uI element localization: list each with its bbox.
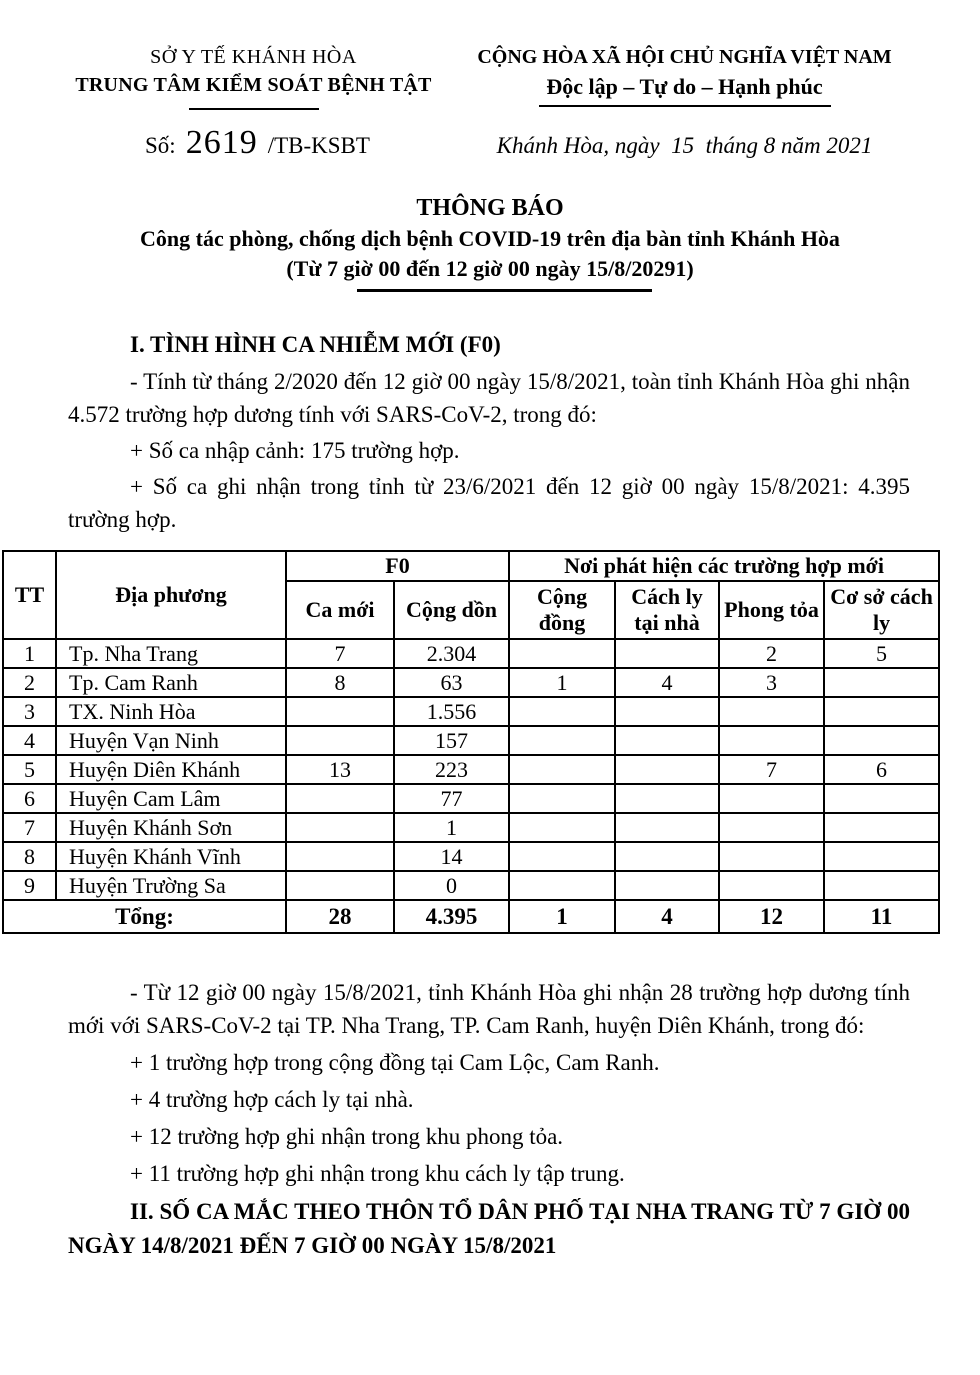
cell-cong-don: 1.556: [394, 697, 509, 726]
cell-dia-phuong: Huyện Cam Lâm: [56, 784, 286, 813]
para-lockdown-cases: + 12 trường hợp ghi nhận trong khu phong tỏa.: [130, 1124, 564, 1149]
cell-ca-moi: 8: [286, 668, 394, 697]
cell-cong-don: 223: [394, 755, 509, 784]
para-imported-cases: + Số ca nhập cảnh: 175 trường hợp.: [130, 438, 460, 463]
cell-cong-dong: [509, 842, 615, 871]
document-header: [0, 44, 980, 110]
section-2-heading: II. SỐ CA MẮC THEO THÔN TỔ DÂN PHỐ TẠI NHA TRANG TỪ 7 GIỜ 00 NGÀY 14/8/2021 ĐẾN 7 GIỜ 00 NGÀY 15/8/2021: [68, 1199, 910, 1258]
col-dia-phuong: Địa phương: [56, 551, 286, 639]
cell-cong-dong: [509, 639, 615, 668]
cell-cong-dong: 1: [509, 668, 615, 697]
org-name: TRUNG TÂM KIỂM SOÁT BỆNH TẬT: [75, 74, 432, 96]
table-row: [3, 668, 939, 697]
table-row: [3, 639, 939, 668]
cell-ca-moi: [286, 726, 394, 755]
col-co-so-cach-ly: Cơ sở cách ly: [824, 581, 939, 639]
cell-dia-phuong: Huyện Khánh Vĩnh: [56, 842, 286, 871]
covid-statistics-table: [2, 550, 940, 934]
para-new-cases: - Từ 12 giờ 00 ngày 15/8/2021, tỉnh Khánh Hòa ghi nhận 28 trường hợp dương tính mới với SARS-CoV-2 tại TP. Nha Trang, TP. Cam Ranh, huyện Diên Khánh, trong đó:: [68, 980, 910, 1038]
doc-subtitle: Công tác phòng, chống dịch bệnh COVID-19 trên địa bàn tỉnh Khánh Hòa: [140, 226, 840, 251]
cell-tt: 9: [3, 871, 56, 900]
cell-cong-don: 14: [394, 842, 509, 871]
total-cach-ly-tai-nha: 4: [615, 900, 719, 933]
cell-ca-moi: 7: [286, 639, 394, 668]
cell-cong-don: 0: [394, 871, 509, 900]
cell-dia-phuong: Tp. Cam Ranh: [56, 668, 286, 697]
total-phong-toa: 12: [719, 900, 824, 933]
table-total-row: [3, 900, 939, 933]
col-cach-ly-tai-nha: Cách ly tại nhà: [615, 581, 719, 639]
cell-tt: 3: [3, 697, 56, 726]
title-underline: [357, 289, 652, 292]
cell-cong-dong: [509, 726, 615, 755]
cell-dia-phuong: Huyện Khánh Sơn: [56, 813, 286, 842]
col-cong-don: Cộng dồn: [394, 581, 509, 639]
doc-subtitle-period: (Từ 7 giờ 00 đến 12 giờ 00 ngày 15/8/20291): [286, 256, 694, 281]
cell-phong-toa: [719, 813, 824, 842]
cell-cong-dong: [509, 813, 615, 842]
col-phong-toa: Phong tỏa: [719, 581, 824, 639]
table-header-row-1: [3, 551, 939, 581]
doc-number: 2619: [185, 124, 258, 161]
para-community-case: + 1 trường hợp trong cộng đồng tại Cam Lộc, Cam Ranh.: [130, 1050, 660, 1075]
cell-co-so-cach-ly: [824, 697, 939, 726]
total-cong-dong: 1: [509, 900, 615, 933]
cell-co-so-cach-ly: [824, 813, 939, 842]
cell-cach-ly-tai-nha: [615, 784, 719, 813]
cell-cong-dong: [509, 755, 615, 784]
total-cong-don: 4.395: [394, 900, 509, 933]
cell-cach-ly-tai-nha: [615, 871, 719, 900]
issuing-org-block: [0, 44, 441, 110]
cell-cong-dong: [509, 784, 615, 813]
total-label: Tổng:: [3, 900, 286, 933]
table-row: [3, 813, 939, 842]
cell-co-so-cach-ly: 5: [824, 639, 939, 668]
cell-phong-toa: 2: [719, 639, 824, 668]
table-row: [3, 842, 939, 871]
national-title: CỘNG HÒA XÃ HỘI CHỦ NGHĨA VIỆT NAM: [477, 46, 892, 68]
cell-dia-phuong: Huyện Trường Sa: [56, 871, 286, 900]
col-group-noi-phat-hien: Nơi phát hiện các trường hợp mới: [509, 551, 939, 581]
table-row: [3, 726, 939, 755]
cell-tt: 5: [3, 755, 56, 784]
cell-tt: 7: [3, 813, 56, 842]
doc-number-line: [0, 124, 441, 162]
cell-cach-ly-tai-nha: [615, 842, 719, 871]
cell-phong-toa: [719, 726, 824, 755]
cell-dia-phuong: Huyện Diên Khánh: [56, 755, 286, 784]
total-co-so-cach-ly: 11: [824, 900, 939, 933]
doc-title: THÔNG BÁO: [416, 195, 564, 221]
cell-cong-don: 77: [394, 784, 509, 813]
col-tt: TT: [3, 551, 56, 639]
cell-tt: 4: [3, 726, 56, 755]
doc-number-row: [0, 124, 980, 162]
table-row: [3, 755, 939, 784]
cell-cong-don: 157: [394, 726, 509, 755]
doc-number-prefix: Số:: [145, 133, 176, 158]
motto-underline: [539, 105, 831, 107]
cell-cong-don: 2.304: [394, 639, 509, 668]
covid-table-wrapper: [2, 550, 980, 934]
national-motto-block: [441, 44, 980, 110]
place-date: Khánh Hòa, ngày 15 tháng 8 năm 2021: [496, 133, 873, 158]
section-1-heading: I. TÌNH HÌNH CA NHIỄM MỚI (F0): [130, 332, 501, 357]
cell-ca-moi: [286, 842, 394, 871]
section-1-continued: [0, 976, 980, 1263]
cell-phong-toa: 3: [719, 668, 824, 697]
cell-phong-toa: [719, 842, 824, 871]
table-row: [3, 784, 939, 813]
col-cong-dong: Cộng đồng: [509, 581, 615, 639]
cell-cong-don: 63: [394, 668, 509, 697]
cell-tt: 8: [3, 842, 56, 871]
section-1: [0, 328, 980, 536]
cell-cong-dong: [509, 871, 615, 900]
cell-dia-phuong: Huyện Vạn Ninh: [56, 726, 286, 755]
cell-cach-ly-tai-nha: [615, 726, 719, 755]
cell-co-so-cach-ly: [824, 668, 939, 697]
cell-cach-ly-tai-nha: [615, 755, 719, 784]
table-row: [3, 697, 939, 726]
total-ca-moi: 28: [286, 900, 394, 933]
cell-cong-don: 1: [394, 813, 509, 842]
cell-dia-phuong: Tp. Nha Trang: [56, 639, 286, 668]
cell-phong-toa: [719, 871, 824, 900]
cell-dia-phuong: TX. Ninh Hòa: [56, 697, 286, 726]
cell-co-so-cach-ly: [824, 842, 939, 871]
table-row: [3, 871, 939, 900]
col-group-f0: F0: [286, 551, 509, 581]
doc-number-suffix: /TB-KSBT: [267, 133, 370, 158]
para-home-quarantine-cases: + 4 trường hợp cách ly tại nhà.: [130, 1087, 414, 1112]
para-total-cases: - Tính từ tháng 2/2020 đến 12 giờ 00 ngày 15/8/2021, toàn tỉnh Khánh Hòa ghi nhận 4.572 trường hợp dương tính với SARS-CoV-2, trong đó:: [68, 369, 910, 427]
cell-co-so-cach-ly: [824, 871, 939, 900]
cell-phong-toa: [719, 784, 824, 813]
cell-ca-moi: [286, 784, 394, 813]
cell-cach-ly-tai-nha: [615, 639, 719, 668]
cell-co-so-cach-ly: 6: [824, 755, 939, 784]
national-motto: Độc lập – Tự do – Hạnh phúc: [546, 74, 823, 99]
cell-ca-moi: 13: [286, 755, 394, 784]
para-local-cases: + Số ca ghi nhận trong tỉnh từ 23/6/2021 đến 12 giờ 00 ngày 15/8/2021: 4.395 trường hợp.: [68, 474, 910, 532]
cell-tt: 2: [3, 668, 56, 697]
cell-ca-moi: [286, 813, 394, 842]
org-parent-name: SỞ Y TẾ KHÁNH HÒA: [150, 46, 357, 68]
cell-tt: 1: [3, 639, 56, 668]
col-ca-moi: Ca mới: [286, 581, 394, 639]
para-quarantine-facility-cases: + 11 trường hợp ghi nhận trong khu cách ly tập trung.: [130, 1161, 625, 1186]
cell-phong-toa: [719, 697, 824, 726]
cell-ca-moi: [286, 697, 394, 726]
cell-cach-ly-tai-nha: [615, 697, 719, 726]
cell-cach-ly-tai-nha: 4: [615, 668, 719, 697]
cell-cach-ly-tai-nha: [615, 813, 719, 842]
cell-co-so-cach-ly: [824, 726, 939, 755]
cell-cong-dong: [509, 697, 615, 726]
title-block: [0, 192, 980, 292]
cell-phong-toa: 7: [719, 755, 824, 784]
cell-tt: 6: [3, 784, 56, 813]
cell-co-so-cach-ly: [824, 784, 939, 813]
org-underline: [189, 108, 319, 110]
cell-ca-moi: [286, 871, 394, 900]
